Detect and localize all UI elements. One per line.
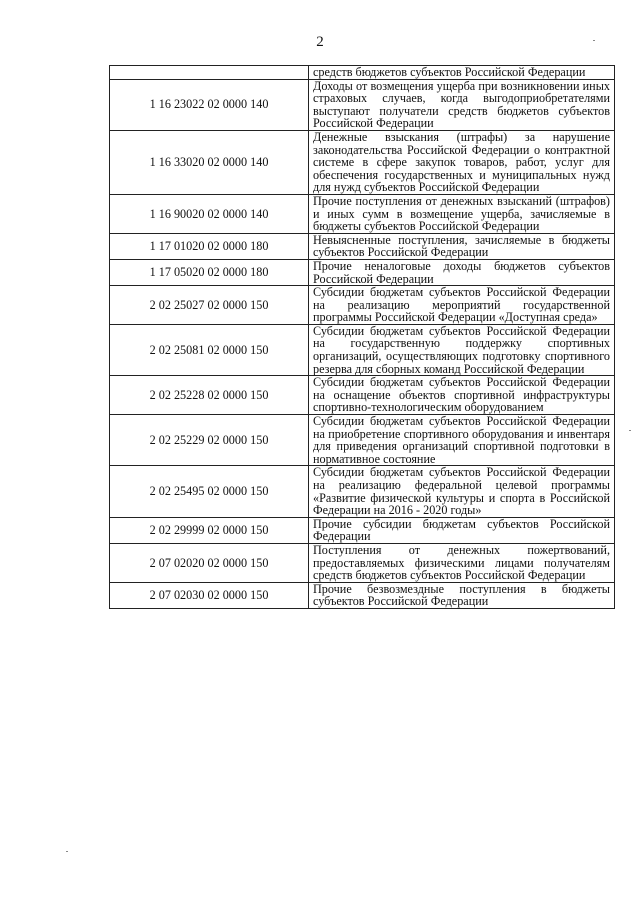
description-cell: Невыясненные поступления, зачисляемые в бюджеты субъектов Российской Федерации — [309, 233, 615, 259]
budget-code-cell: 1 16 33020 02 0000 140 — [110, 130, 309, 194]
scan-speck — [629, 430, 631, 431]
scan-speck — [593, 40, 595, 41]
table-row — [110, 66, 615, 80]
table-row — [110, 259, 615, 285]
budget-code-cell: 2 02 25229 02 0000 150 — [110, 415, 309, 466]
table-row — [110, 466, 615, 517]
table-row — [110, 376, 615, 415]
description-cell: Прочие поступления от денежных взысканий (штрафов) и иных сумм в возмещение ущерба, зачисляемые в бюджеты субъектов Российской Федерации — [309, 194, 615, 233]
description-cell: Субсидии бюджетам субъектов Российской Федерации на реализацию федеральной целевой программы «Развитие физической культуры и спорта в Российской Федерации на 2016 - 2020 годы» — [309, 466, 615, 517]
table-row — [110, 582, 615, 608]
scan-speck — [66, 851, 68, 852]
table-row — [110, 324, 615, 375]
description-cell: Прочие безвозмездные поступления в бюджеты субъектов Российской Федерации — [309, 582, 615, 608]
budget-code-cell: 2 02 25081 02 0000 150 — [110, 324, 309, 375]
description-cell: Субсидии бюджетам субъектов Российской Федерации на реализацию мероприятий государственной программы Российской Федерации «Доступная среда» — [309, 286, 615, 325]
budget-code-cell: 2 07 02030 02 0000 150 — [110, 582, 309, 608]
table-row — [110, 233, 615, 259]
budget-codes-table — [109, 65, 615, 609]
description-cell: Субсидии бюджетам субъектов Российской Федерации на оснащение объектов спортивной инфраструктуры спортивно-технологическим оборудованием — [309, 376, 615, 415]
table-row — [110, 543, 615, 582]
table-row — [110, 517, 615, 543]
page-number: 2 — [316, 34, 324, 50]
budget-code-cell — [110, 66, 309, 80]
budget-code-cell: 1 17 01020 02 0000 180 — [110, 233, 309, 259]
budget-code-cell: 2 02 29999 02 0000 150 — [110, 517, 309, 543]
description-cell: Субсидии бюджетам субъектов Российской Федерации на государственную поддержку спортивных организаций, осуществляющих подготовку спортивного резерва для сборных команд Российской Федерации — [309, 324, 615, 375]
table-row — [110, 415, 615, 466]
table-row — [110, 79, 615, 130]
description-cell: Субсидии бюджетам субъектов Российской Федерации на приобретение спортивного оборудования и инвентаря для приведения организаций спортивной подготовки в нормативное состояние — [309, 415, 615, 466]
description-cell: Поступления от денежных пожертвований, предоставляемых физическими лицами получателям средств бюджетов субъектов Российской Федерации — [309, 543, 615, 582]
description-cell: Прочие неналоговые доходы бюджетов субъектов Российской Федерации — [309, 259, 615, 285]
description-cell: средств бюджетов субъектов Российской Федерации — [309, 66, 615, 80]
budget-code-cell: 2 07 02020 02 0000 150 — [110, 543, 309, 582]
budget-code-cell: 2 02 25027 02 0000 150 — [110, 286, 309, 325]
budget-code-cell: 1 16 23022 02 0000 140 — [110, 79, 309, 130]
table-row — [110, 286, 615, 325]
budget-code-cell: 1 16 90020 02 0000 140 — [110, 194, 309, 233]
description-cell: Прочие субсидии бюджетам субъектов Российской Федерации — [309, 517, 615, 543]
description-cell: Доходы от возмещения ущерба при возникновении иных страховых случаев, когда выгодоприобретателями выступают получатели средств бюджетов субъектов Российской Федерации — [309, 79, 615, 130]
budget-code-cell: 1 17 05020 02 0000 180 — [110, 259, 309, 285]
budget-code-cell: 2 02 25495 02 0000 150 — [110, 466, 309, 517]
table-row — [110, 194, 615, 233]
budget-code-cell: 2 02 25228 02 0000 150 — [110, 376, 309, 415]
description-cell: Денежные взыскания (штрафы) за нарушение законодательства Российской Федерации о контрактной системе в сфере закупок товаров, работ, услуг для обеспечения государственных и муниципальных нужд для нужд субъектов Российской Федерации — [309, 130, 615, 194]
table-row — [110, 130, 615, 194]
